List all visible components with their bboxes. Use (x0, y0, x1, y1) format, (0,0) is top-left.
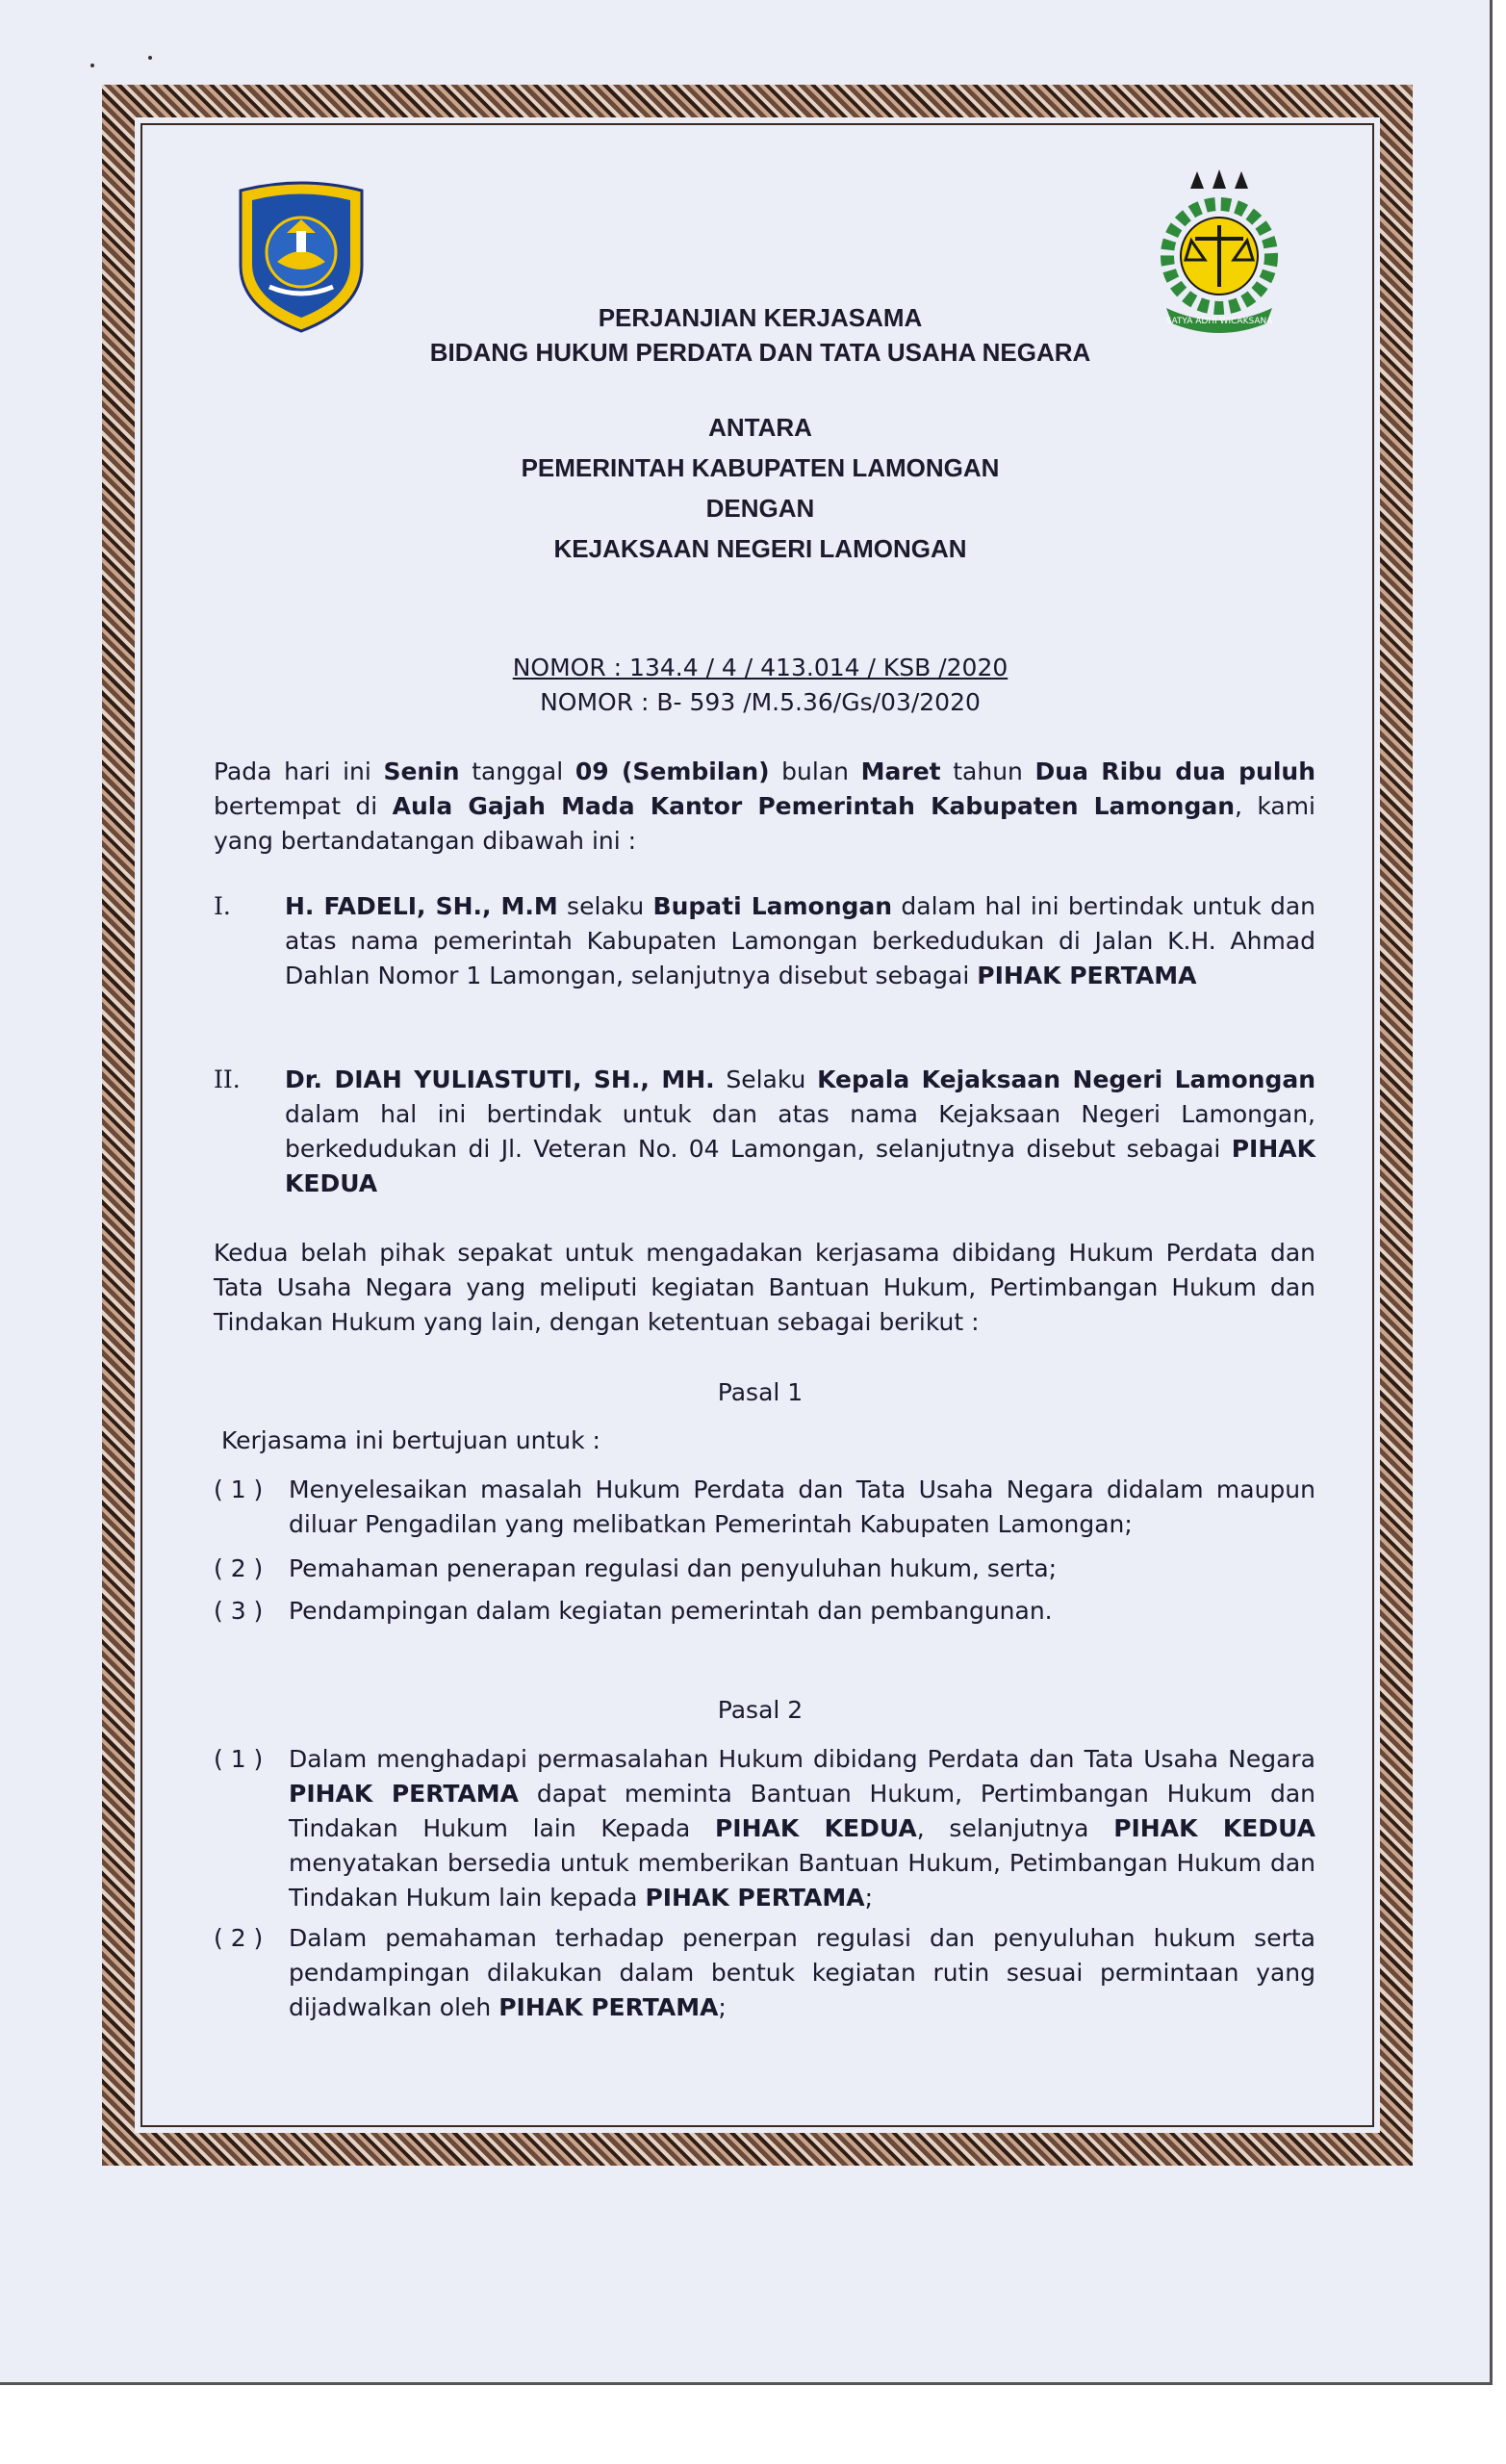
pasal-2-item: ( 1 ) Dalam menghadapi permasalahan Hukum dibidang Perdata dan Tata Usaha Negara PIHAK PERTAMA dapat meminta Bantuan Hukum, Pertimbangan Hukum dan Tindakan Hukum lain Kepada PIHAK KEDUA, selanjutnya PIHAK KEDUA menyatakan bersedia untuk memberikan Bantuan Hukum, Petimbangan Hukum dan Tindakan Hukum lain kepada PIHAK PERTAMA; (214, 1745, 1316, 1912)
party-number: I. (214, 892, 231, 920)
title-block (318, 300, 1203, 566)
pasal-2-heading: Pasal 2 (717, 1696, 804, 1724)
pasal-1-item: ( 2 ) Pemahaman penerapan regulasi dan penyuluhan hukum, serta; (214, 1554, 1058, 1582)
scan-speck (148, 56, 152, 60)
emblem-ribbon-text: SATYA ADHI WICAKSANA (1165, 317, 1273, 326)
scan-speck (90, 64, 94, 67)
title-line-2: BIDANG HUKUM PERDATA DAN TATA USAHA NEGARA (429, 338, 1091, 367)
party-number: II. (214, 1065, 241, 1093)
opening-paragraph: Pada hari ini Senin tanggal 09 (Sembilan) bulan Maret tahun Dua Ribu dua puluh bertempat di Aula Gajah Mada Kantor Pemerintah Kabupaten Lamongan, kami yang bertandatangan dibawah ini : (214, 757, 1316, 855)
nomor-2: NOMOR : B- 593 /M.5.36/Gs/03/2020 (540, 688, 981, 716)
title-party-a: PEMERINTAH KABUPATEN LAMONGAN (521, 453, 1000, 482)
document-numbers (318, 651, 1203, 720)
title-line-1: PERJANJIAN KERJASAMA (598, 303, 923, 332)
nomor-1: NOMOR : 134.4 / 4 / 413.014 / KSB /2020 (512, 654, 1008, 681)
agreement-paragraph: Kedua belah pihak sepakat untuk mengadakan kerjasama dibidang Hukum Perdata dan Tata Usaha Negara yang meliputi kegiatan Bantuan Hukum, Pertimbangan Hukum dan Tindakan Hukum yang lain, dengan ketentuan sebagai berikut : (214, 1239, 1315, 1336)
pasal-1-intro: Kerjasama ini bertujuan untuk : (221, 1426, 600, 1454)
title-antara: ANTARA (708, 413, 812, 442)
title-dengan: DENGAN (705, 494, 815, 523)
pasal-1-item: ( 1 ) Menyelesaikan masalah Hukum Perdata dan Tata Usaha Negara didalam maupun diluar Pengadilan yang melibatkan Pemerintah Kabupaten Lamongan; (214, 1476, 1315, 1538)
party-second: II. Dr. DIAH YULIASTUTI, SH., MH. Selaku Kepala Kejaksaan Negeri Lamongan dalam hal ini bertindak untuk dan atas nama Kejaksaan Negeri Lamongan, berkedudukan di Jl. Veteran No. 04 Lamongan, selanjutnya disebut sebagai PIHAK KEDUA (214, 1063, 1315, 1201)
pasal-2-item: ( 2 ) Dalam pemahaman terhadap penerpan regulasi dan penyuluhan hukum serta pendampingan dilakukan dalam bentuk kegiatan rutin sesuai permintaan yang dijadwalkan oleh PIHAK PERTAMA; (214, 1924, 1315, 2021)
party-first: I. H. FADELI, SH., M.M selaku Bupati Lamongan dalam hal ini bertindak untuk dan atas nama pemerintah Kabupaten Lamongan berkedudukan di Jalan K.H. Ahmad Dahlan Nomor 1 Lamongan, selanjutnya disebut sebagai PIHAK PERTAMA (214, 889, 1315, 993)
title-party-b: KEJAKSAAN NEGERI LAMONGAN (553, 534, 967, 563)
pasal-1-item: ( 3 ) Pendampingan dalam kegiatan pemerintah dan pembangunan. (214, 1597, 1053, 1625)
pasal-1-heading: Pasal 1 (717, 1378, 804, 1406)
